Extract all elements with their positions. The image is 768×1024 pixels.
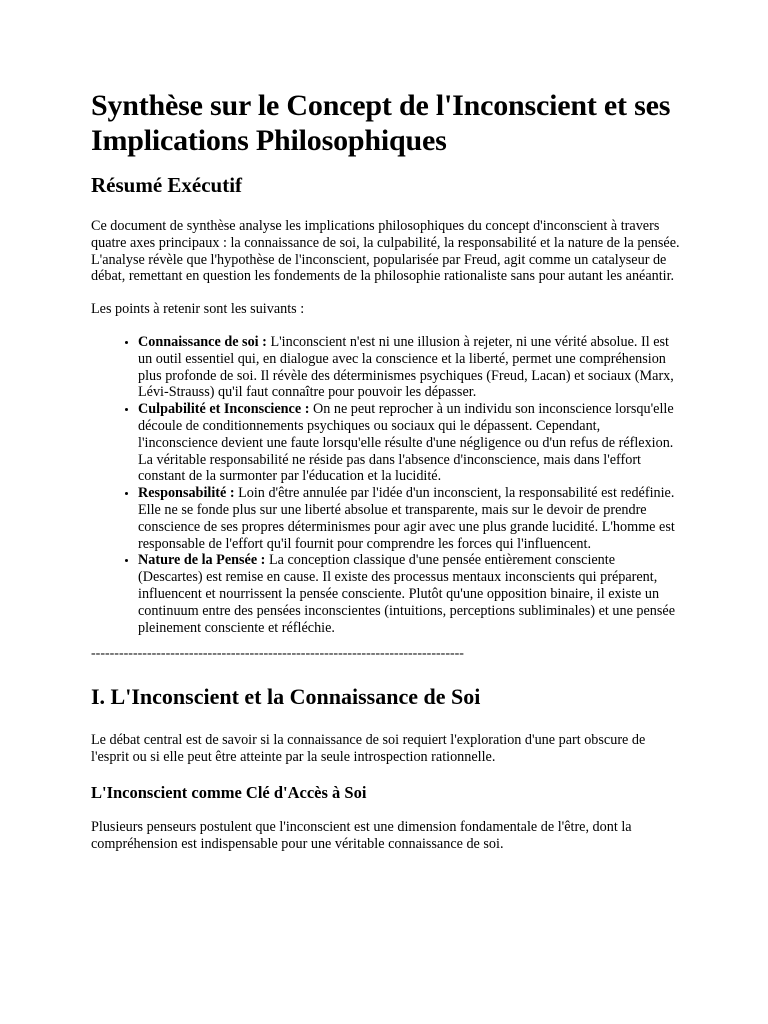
subsection-paragraph: Plusieurs penseurs postulent que l'inconscient est une dimension fondamentale de l'être, dont la compréhension est indispensable pour une véritable connaissance de soi. bbox=[91, 818, 632, 852]
section-divider: -------------------------------------------------------------------------------- bbox=[91, 646, 464, 662]
list-item bbox=[138, 334, 680, 401]
points-intro: Les points à retenir sont les suivants : bbox=[91, 301, 305, 318]
key-points-list bbox=[91, 334, 680, 636]
point-text: Loin d'être annulée par l'idée d'un inconscient, la responsabilité est redéfinie. Elle ne se fonde plus sur une liberté absolue et transparente, mais sur le devoir de prendre conscience de ses propres déterminismes pour agir avec une plus grande lucidité. L'homme est responsable de l'effort qu'il fournit pour comprendre les forces qui l'influencent. bbox=[138, 485, 675, 552]
point-text: La conception classique d'une pensée entièrement consciente (Descartes) est remise en cause. Il existe des processus mentaux inconscients qui préparent, influencent et nourrissent la pensée consciente. Plutôt qu'une opposition binaire, il existe un continuum entre des pensées inconscientes (intuitions, perceptions subliminales) et une pensée pleinement consciente et réfléchie. bbox=[138, 552, 676, 636]
point-label: Responsabilité : bbox=[138, 485, 235, 502]
point-text: L'inconscient n'est ni une illusion à rejeter, ni une vérité absolue. Il est un outil essentiel qui, en dialogue avec la conscience et la liberté, permet une compréhension plus profonde de soi. Il révèle des déterminismes psychiques (Freud, Lacan) et sociaux (Marx, Lévi-Strauss) qu'il faut connaître pour pouvoir les dépasser. bbox=[138, 333, 674, 401]
list-item bbox=[138, 485, 680, 552]
section-heading: I. L'Inconscient et la Connaissance de Soi bbox=[91, 684, 481, 710]
section-paragraph: Le débat central est de savoir si la connaissance de soi requiert l'exploration d'une part obscure de l'esprit ou si elle peut être atteinte par la seule introspection rationnelle. bbox=[91, 732, 646, 766]
section-subheading: L'Inconscient comme Clé d'Accès à Soi bbox=[91, 782, 367, 802]
point-label: Nature de la Pensée : bbox=[138, 552, 266, 569]
summary-heading: Résumé Exécutif bbox=[91, 173, 243, 197]
intro-paragraph: Ce document de synthèse analyse les implications philosophiques du concept d'inconscient à travers quatre axes principaux : la connaissance de soi, la culpabilité, la responsabilité et la nature de la pensée. L'analyse révèle que l'hypothèse de l'inconscient, popularisée par Freud, agit comme un catalyseur de débat, remettant en question les fondements de la philosophie rationaliste sans pour autant les anéantir. bbox=[91, 218, 680, 285]
list-item bbox=[138, 401, 680, 485]
point-label: Culpabilité et Inconscience : bbox=[138, 401, 310, 418]
list-item bbox=[138, 552, 680, 636]
point-text: On ne peut reprocher à un individu son inconscience lorsqu'elle découle de conditionnements psychiques ou sociaux qui le dépassent. Cependant, l'inconscience devient une faute lorsqu'elle résulte d'une négligence ou d'un refus de réflexion. La véritable responsabilité ne réside pas dans l'absence d'inconscience, mais dans l'effort constant de la surmonter par l'éducation et la lucidité. bbox=[138, 401, 674, 485]
point-label: Connaissance de soi : bbox=[138, 333, 267, 350]
document-title: Synthèse sur le Concept de l'Inconscient et ses Implications Philosophiques bbox=[91, 89, 671, 157]
